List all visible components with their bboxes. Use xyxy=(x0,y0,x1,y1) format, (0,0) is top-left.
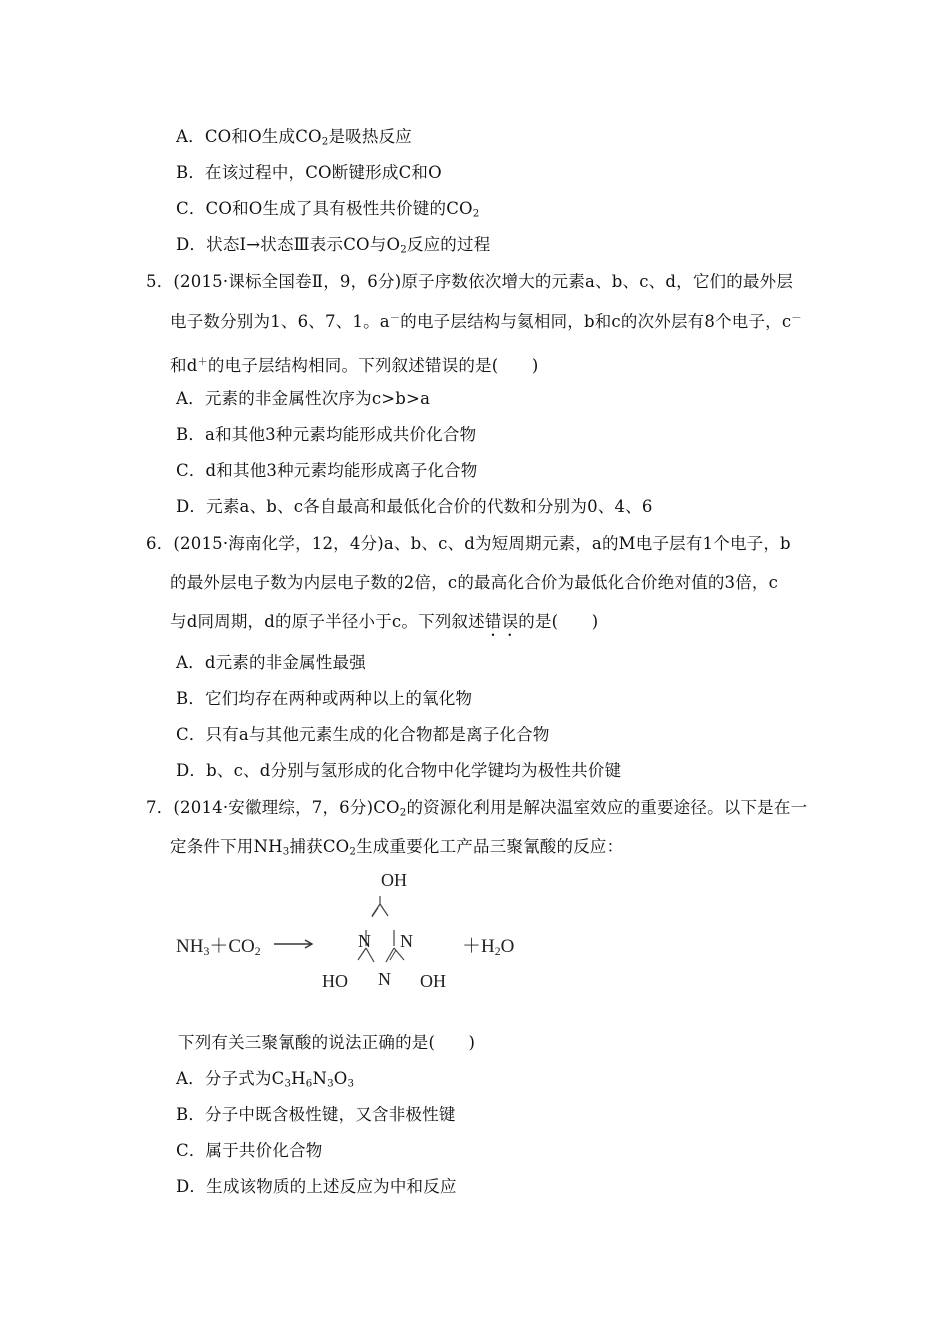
q7-line-2: 定条件下用$NH_3$捕获$CO_2$生成重要化工产品三聚氰酸的反应： xyxy=(170,837,624,858)
substituent-top-oh: OH xyxy=(381,870,407,890)
q6-line-2: 的最外层电子数为内层电子数的2倍，c的最高化合价为最低化合价绝对值的3倍，c xyxy=(170,573,779,592)
reaction-arrow-icon xyxy=(272,936,316,952)
q5-line-2: 电子数分别为1、6、7、1。a－的电子层结构与氦相同，b和c的次外层有8个电子，c－ xyxy=(170,312,802,332)
q4-option-b: B．在该过程中，CO断键形成C和O xyxy=(176,163,442,182)
ring-n-bottom: N xyxy=(378,969,391,989)
q4-option-a: A．CO和O生成$CO_2$是吸热反应 xyxy=(176,127,412,148)
q6-option-a: A．d元素的非金属性最强 xyxy=(176,653,366,672)
q6-option-d: D．b、c、d分别与氢形成的化合物中化学键均为极性共价键 xyxy=(176,761,622,780)
q6-number: 6． xyxy=(146,534,174,553)
q6-line-3: 与d同周期，d的原子半径小于c。下列叙述错误的是( ) xyxy=(170,612,599,631)
q7-option-a: A．分子式为$C_3H_6N_3O_3$ xyxy=(176,1069,355,1090)
product-water: $+H_2O$ xyxy=(462,936,515,958)
q5-line-3: 和d＋的电子层结构相同。下列叙述错误的是( ) xyxy=(170,356,539,376)
substituent-right-oh: OH xyxy=(420,971,446,991)
q5-option-a: A．元素的非金属性次序为c>b>a xyxy=(176,389,431,408)
q7-option-b: B．分子中既含极性键，又含非极性键 xyxy=(176,1105,456,1124)
q7-number: 7． xyxy=(146,798,174,817)
reactants: $NH_3+CO_2$ xyxy=(176,936,261,958)
q4-option-c: C．CO和O生成了具有极性共价键的$CO_2$ xyxy=(176,199,480,220)
q4-option-d: D．状态Ⅰ→状态Ⅲ表示CO与$O_2$反应的过程 xyxy=(176,235,491,256)
q5-option-d: D．元素a、b、c各自最高和最低化合价的代数和分别为0、4、6 xyxy=(176,497,653,516)
ring-n-right: N xyxy=(400,931,413,951)
q7-option-c: C．属于共价化合物 xyxy=(176,1141,323,1160)
q7-option-d: D．生成该物质的上述反应为中和反应 xyxy=(176,1177,457,1196)
q7-line-1: 7．(2014·安徽理综，7，6分)$CO_2$的资源化利用是解决温室效应的重要途径。以下是在一 xyxy=(146,798,808,819)
q5-option-b: B．a和其他3种元素均能形成共价化合物 xyxy=(176,425,477,444)
q5-line-1: 5．(2015·课标全国卷Ⅱ，9，6分)原子序数依次增大的元素a、b、c、d，它们的最外层 xyxy=(146,272,794,291)
emphasis-wrong: 错误 xyxy=(484,612,519,631)
q6-line-1: 6．(2015·海南化学，12，4分)a、b、c、d为短周期元素，a的M电子层有1个电子，b xyxy=(146,534,791,553)
ring-n-left: N xyxy=(358,931,371,951)
q6-option-b: B．它们均存在两种或两种以上的氧化物 xyxy=(176,689,473,708)
q7-stem: 下列有关三聚氰酸的说法正确的是( ) xyxy=(178,1033,476,1052)
substituent-left-ho: HO xyxy=(322,971,348,991)
q6-option-c: C．只有a与其他元素生成的化合物都是离子化合物 xyxy=(176,725,550,744)
q5-number: 5． xyxy=(146,272,174,291)
q5-option-c: C．d和其他3种元素均能形成离子化合物 xyxy=(176,461,478,480)
